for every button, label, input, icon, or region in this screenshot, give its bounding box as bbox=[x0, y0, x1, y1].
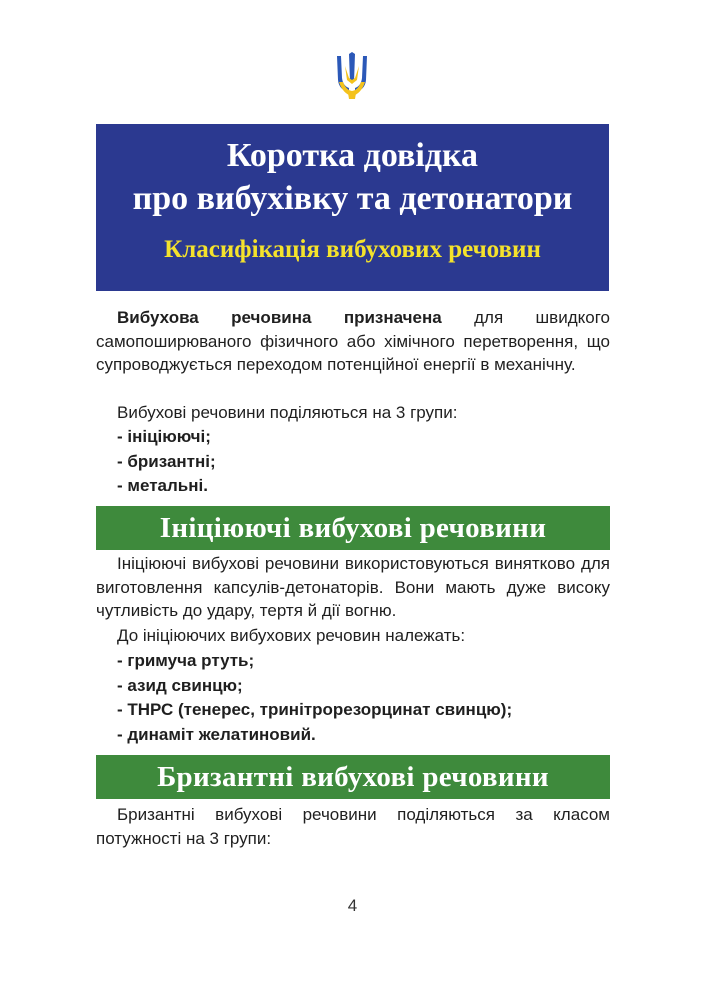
title-line-2: про вибухівку та детонатори bbox=[132, 180, 573, 217]
section1-list bbox=[117, 649, 610, 747]
intro-paragraph bbox=[96, 306, 610, 377]
title-line-1: Коротка довідка bbox=[226, 137, 479, 174]
intro-bold-lead: Вибухова речовина призначена bbox=[117, 308, 442, 327]
section2-paragraph bbox=[96, 803, 610, 850]
section-heading-initiating: Ініціюючі вибухові речовини bbox=[96, 506, 610, 550]
list-item: - гримуча ртуть; bbox=[117, 649, 610, 674]
groups-intro: Вибухові речовини поділяються на 3 групи: bbox=[117, 403, 458, 422]
trident-coat-of-arms-icon bbox=[333, 52, 371, 100]
section1-paragraph bbox=[96, 552, 610, 623]
list-item: - метальні. bbox=[117, 474, 610, 499]
section1-list-intro: До ініціюючих вибухових речовин належать: bbox=[117, 626, 466, 645]
list-item: - азид свинцю; bbox=[117, 674, 610, 699]
title-banner bbox=[96, 124, 609, 291]
section2-text: Бризантні вибухові речовини поділяються за класом потужності на 3 групи: bbox=[96, 805, 610, 848]
section1-text: Ініціюючі вибухові речовини використовуються винятково для виготовлення капсулів-детонаторів. Вони мають дуже високу чутливість до удару, тертя й дії вогню. bbox=[96, 554, 610, 620]
groups-list bbox=[117, 425, 610, 499]
intro-text: для швидкого самопоширюваного фізичного або хімічного перетворення, що супроводжується переходом потенційної енергії в механічну. bbox=[96, 308, 610, 374]
list-item: - динаміт желатиновий. bbox=[117, 723, 610, 748]
list-item: - ТНРС (тенерес, тринітрорезорцинат свинцю); bbox=[117, 698, 610, 723]
title-subtitle: Класифікація вибухових речовин bbox=[164, 236, 541, 263]
list-item: - бризантні; bbox=[117, 450, 610, 475]
list-item: - ініціюючі; bbox=[117, 425, 610, 450]
document-title bbox=[96, 134, 609, 220]
section-heading-brisant: Бризантні вибухові речовини bbox=[96, 755, 610, 799]
page-number: 4 bbox=[347, 896, 358, 915]
